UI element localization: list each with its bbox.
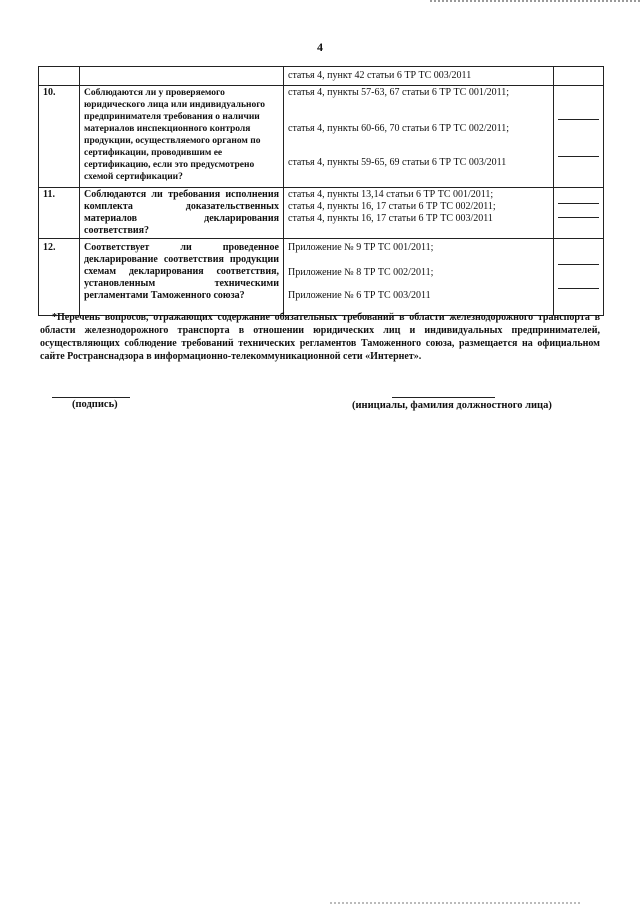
reference-line: статья 4, пункты 16, 17 статьи 6 ТР ТС 003/2011	[288, 213, 493, 224]
answer-subcell[interactable]	[558, 204, 599, 218]
answer-cell[interactable]	[554, 188, 604, 239]
answer-subcell[interactable]	[558, 265, 599, 289]
reference-line: статья 4, пункты 16, 17 статьи 6 ТР ТС 002/2011;	[288, 201, 496, 212]
reference-cell	[284, 239, 554, 316]
reference-cell	[284, 67, 554, 86]
row-number: 11.	[39, 188, 80, 239]
answer-cell[interactable]	[554, 67, 604, 86]
table-row	[39, 188, 604, 239]
reference-line: статья 4, пункты 57-63, 67 статьи 6 ТР ТС 001/2011;	[288, 87, 510, 98]
reference-line: Приложение № 9 ТР ТС 001/2011;	[288, 242, 434, 253]
signature-line[interactable]	[52, 397, 130, 398]
answer-subcell[interactable]	[558, 87, 599, 120]
row-number: 10.	[39, 86, 80, 188]
row-number: 12.	[39, 239, 80, 316]
scan-edge-bottom	[330, 898, 580, 904]
scan-edge-top	[430, 0, 640, 8]
official-name-label: (инициалы, фамилия должностного лица)	[352, 400, 552, 411]
question-text: Соблюдаются ли требования исполнения комплекта доказательственных материалов декларирования соответствия?	[80, 188, 284, 239]
reference-line: статья 4, пункты 60-66, 70 статьи 6 ТР ТС 002/2011;	[288, 123, 510, 134]
page-number: 4	[317, 40, 323, 54]
question-text	[80, 67, 284, 86]
reference-line: Приложение № 8 ТР ТС 002/2011;	[288, 267, 434, 278]
reference-line: статья 4, пункт 42 статьи 6 ТР ТС 003/2011	[288, 70, 472, 81]
answer-subcell[interactable]	[558, 157, 599, 186]
answer-subcell[interactable]	[558, 218, 599, 232]
question-text: Соблюдаются ли у проверяемого юридического лица или индивидуального предпринимателя требования о наличии материалов инспекционного контроля продукции, осуществляемого органом по сертификации, проводившим ее сертификацию, если это предусмотрено схемой сертификации?	[80, 86, 284, 188]
answer-subcell[interactable]	[558, 120, 599, 157]
official-name-line[interactable]	[392, 397, 495, 398]
table-row	[39, 67, 604, 86]
answer-subcell[interactable]	[558, 189, 599, 204]
signature-label: (подпись)	[72, 399, 118, 410]
requirements-table	[38, 66, 604, 316]
reference-cell	[284, 86, 554, 188]
table-row	[39, 239, 604, 316]
reference-cell	[284, 188, 554, 239]
table-row	[39, 86, 604, 188]
reference-line: статья 4, пункты 59-65, 69 статьи 6 ТР ТС 003/2011	[288, 157, 507, 168]
answer-cell[interactable]	[554, 239, 604, 316]
question-text: Соответствует ли проведенное декларирование соответствия продукции схемам декларирования соответствия, установленным техническими регламентами Таможенного союза?	[80, 239, 284, 316]
footnote: *Перечень вопросов, отражающих содержание обязательных требований в области железнодорожного транспорта в области железнодорожного транспорта в отношении юридических лиц и индивидуальных предпринимателей, осуществляющих соблюдение требований технических регламентов Таможенного союза, размещается на официальном сайте Ространснадзора в информационно-телекоммуникационной сети «Интернет».	[40, 312, 600, 362]
row-number	[39, 67, 80, 86]
reference-line: статья 4, пункты 13,14 статьи 6 ТР ТС 001/2011;	[288, 189, 494, 200]
answer-subcell[interactable]	[558, 240, 599, 265]
answer-cell[interactable]	[554, 86, 604, 188]
reference-line: Приложение № 6 ТР ТС 003/2011	[288, 290, 431, 301]
